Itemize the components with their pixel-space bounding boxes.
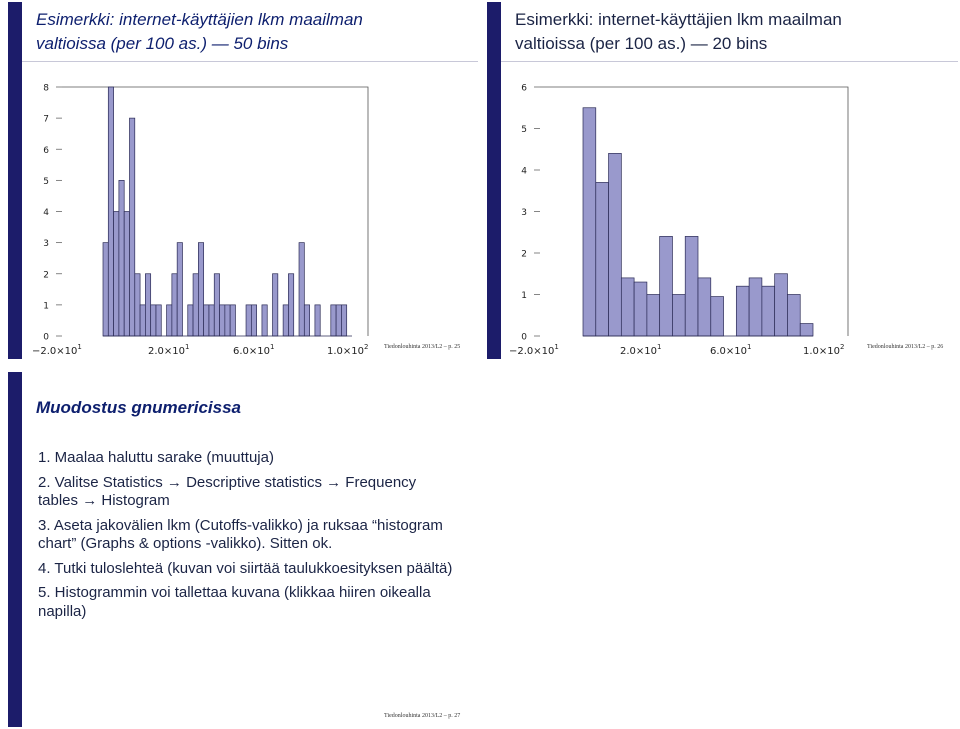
histogram-bar [315,305,320,336]
y-tick-label: 8 [43,83,49,94]
histogram-bar [273,274,278,336]
step-item: 1. Maalaa haluttu sarake (muuttuja) [38,449,274,466]
histogram-bar [151,305,156,336]
histogram-bar [188,305,193,336]
slide-title: Esimerkki: internet-käyttäjien lkm maailman valtioissa (per 100 as.) — 50 bins [36,10,363,53]
histogram-bar [262,305,267,336]
histogram-bar [775,274,788,336]
x-tick-label: $1.0\times 10^2$ [327,343,369,357]
x-tick-exponent: 1 [77,343,82,351]
histogram-bar [145,274,150,336]
step-item: 5. Histogrammin voi tallettaa kuvana (klikkaa hiiren oikealla napilla) [38,584,431,620]
histogram-bar [647,295,660,337]
y-tick-label: 0 [521,332,527,343]
histogram-bar [124,212,129,337]
histogram-chart-20-bins [487,2,958,359]
histogram-bar [204,305,209,336]
y-tick-label: 4 [521,166,527,177]
histogram-bar [119,180,124,336]
histogram-bar [198,243,203,336]
y-tick-label: 1 [521,291,527,301]
y-tick-label: 7 [43,114,49,125]
histogram-bar [787,295,800,337]
x-tick-exponent: 2 [364,343,369,351]
slide-histogram-20-bins [487,2,958,359]
histogram-bar [114,212,119,337]
histogram-bar [634,282,647,336]
x-tick-exponent: 1 [747,343,752,351]
histogram-bar [341,305,346,336]
histogram-bar [711,297,724,336]
x-tick-exponent: 1 [270,343,275,351]
x-tick-exponent: 1 [657,343,662,351]
histogram-chart-50-bins [8,2,478,359]
x-tick-exponent: 1 [554,343,559,351]
slide-footer: Tiedonlouhinta 2013/L2 – p. 26 [867,344,944,350]
histogram-bar [135,274,140,336]
x-tick-label: $6.0\times 10^1$ [710,343,752,357]
slide-sidebar-bar [8,372,22,727]
x-tick-label: $-2.0\times 10^1$ [509,343,559,357]
histogram-bar [583,108,596,336]
y-tick-label: 2 [521,249,527,260]
y-tick-label: 2 [43,270,49,281]
histogram-bar [230,305,235,336]
y-tick-label: 5 [521,125,527,135]
histogram-bar [129,118,134,336]
histogram-bar [214,274,219,336]
y-tick-label: 6 [43,145,49,156]
x-tick-label: $-2.0\times 10^1$ [32,343,82,357]
histogram-bar [596,182,609,336]
x-tick-label: $2.0\times 10^1$ [620,343,662,357]
histogram-bar [172,274,177,336]
histogram-bar [736,286,749,336]
x-tick-exponent: 2 [840,343,845,351]
step-item: 4. Tutki tuloslehteä (kuvan voi siirtää taulukkoesityksen päältä) [38,559,453,577]
y-tick-label: 5 [43,176,49,187]
histogram-bar [220,305,225,336]
histogram-bar [108,87,113,336]
y-tick-label: 0 [43,332,49,343]
histogram-bar [283,305,288,336]
histogram-bar [167,305,172,336]
histogram-bar [246,305,251,336]
steps-list [38,449,458,627]
histogram-bar [288,274,293,336]
slide-gnumeric-howto [8,372,478,727]
slide-title: Esimerkki: internet-käyttäjien lkm maailman valtioissa (per 100 as.) — 20 bins [515,10,842,53]
y-tick-label: 3 [43,239,49,250]
histogram-bar [156,305,161,336]
y-tick-label: 4 [43,208,49,218]
histogram-bar [331,305,336,336]
histogram-bar [304,305,309,336]
slide-footer: Tiedonlouhinta 2013/L2 – p. 25 [384,344,461,350]
x-tick-exponent: 1 [185,343,190,351]
slide-title: Muodostus gnumericissa [36,398,241,417]
histogram-bar [193,274,198,336]
histogram-bar [660,236,673,336]
histogram-bar [251,305,256,336]
histogram-bar [609,153,622,336]
histogram-bar [209,305,214,336]
histogram-bar [103,243,108,336]
histogram-bar [140,305,145,336]
histogram-bar [749,278,762,336]
x-tick-label: $2.0\times 10^1$ [148,343,190,357]
histogram-bar [299,243,304,336]
histogram-bar [685,236,698,336]
histogram-bar [621,278,634,336]
histogram-bar [177,243,182,336]
x-tick-label: $1.0\times 10^2$ [803,343,845,357]
y-tick-label: 6 [521,83,527,94]
y-tick-label: 3 [521,208,527,218]
histogram-bar [698,278,711,336]
histogram-bar [762,286,775,336]
step-item: 2. Valitse Statistics → Descriptive statistics → Frequency tables → Histogram [38,473,417,509]
slide-footer: Tiedonlouhinta 2013/L2 – p. 27 [384,713,461,719]
histogram-bar [225,305,230,336]
histogram-bar [800,324,813,336]
histogram-bar [336,305,341,336]
histogram-bar [672,295,685,337]
y-tick-label: 1 [43,301,49,312]
step-item: 3. Aseta jakovälien lkm (Cutoffs-valikko) ja ruksaa “histogram chart” (Graphs & options -valikko). Sitten ok. [38,516,443,552]
x-tick-label: $6.0\times 10^1$ [233,343,275,357]
slide-histogram-50-bins [8,2,478,359]
